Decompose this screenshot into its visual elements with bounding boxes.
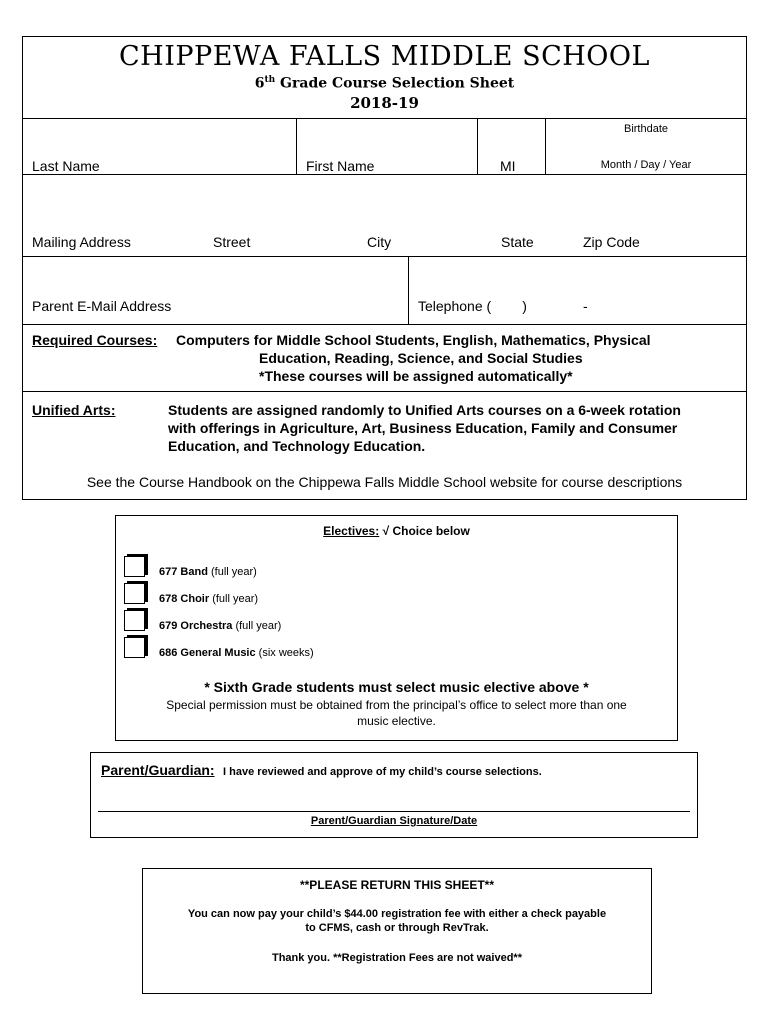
special-permission-note: Special permission must be obtained from the principal’s office to select more than one	[166, 698, 627, 712]
student-info-form	[22, 36, 747, 500]
guardian-header	[101, 762, 542, 780]
telephone-dash: -	[583, 298, 588, 314]
choir-checkbox[interactable]	[124, 583, 145, 604]
grade-number: 6	[254, 75, 265, 92]
birthdate-label: Birthdate	[623, 123, 669, 135]
divider	[296, 118, 297, 174]
unified-arts-line: Students are assigned randomly to Unified Arts courses on a 6-week rotation	[168, 402, 681, 418]
unified-arts-line: Education, and Technology Education.	[168, 438, 426, 454]
elective-option-general-music	[159, 647, 314, 659]
zip-code-label: Zip Code	[583, 234, 640, 250]
general-music-checkbox[interactable]	[124, 637, 145, 658]
electives-instruction: √ Choice below	[382, 524, 470, 538]
fee-note: to CFMS, cash or through RevTrak.	[305, 922, 489, 934]
first-name-field[interactable]: First Name	[306, 158, 375, 174]
divider	[23, 256, 746, 257]
required-courses-note: *These courses will be assigned automatically*	[259, 368, 573, 384]
electives-box	[115, 515, 678, 741]
mailing-address-field[interactable]: Mailing Address	[32, 234, 131, 250]
option-duration: (full year)	[207, 566, 257, 578]
special-permission-note: music elective.	[357, 714, 436, 728]
school-year: 2018-19	[350, 94, 419, 112]
guardian-statement: I have reviewed and approve of my child’s course selections.	[223, 766, 542, 778]
required-courses-heading: Required Courses:	[32, 332, 158, 348]
elective-option-band	[159, 566, 257, 578]
thanks-note: Thank you. **Registration Fees are not waived**	[271, 952, 522, 964]
parent-email-field[interactable]: Parent E-Mail Address	[32, 298, 172, 314]
grade-suffix: th	[264, 75, 276, 85]
option-name: 679 Orchestra	[159, 620, 233, 632]
divider	[23, 118, 746, 119]
music-requirement-note: * Sixth Grade students must select music elective above *	[204, 679, 589, 695]
guardian-heading: Parent/Guardian:	[101, 762, 215, 778]
telephone-field[interactable]: Telephone ( )	[418, 298, 527, 314]
option-duration: (six weeks)	[255, 647, 314, 659]
electives-heading: Electives:	[323, 524, 380, 538]
city-label: City	[367, 234, 392, 250]
street-label: Street	[213, 234, 251, 250]
band-checkbox[interactable]	[124, 556, 145, 577]
option-name: 686 General Music	[159, 647, 256, 659]
unified-arts-heading: Unified Arts:	[32, 402, 116, 418]
unified-arts-line: with offerings in Agriculture, Art, Business Education, Family and Consumer	[168, 420, 678, 436]
option-name: 677 Band	[159, 566, 208, 578]
divider	[477, 118, 478, 174]
divider	[23, 391, 746, 392]
school-title: CHIPPEWA FALLS MIDDLE SCHOOL	[119, 41, 650, 72]
elective-option-choir	[159, 593, 258, 605]
electives-header	[116, 524, 677, 538]
course-handbook-note: See the Course Handbook on the Chippewa Falls Middle School website for course descriptions	[86, 474, 683, 490]
return-heading: **PLEASE RETURN THIS SHEET**	[299, 878, 495, 892]
divider	[408, 256, 409, 324]
last-name-field[interactable]: Last Name	[32, 158, 100, 174]
required-courses-line: Computers for Middle School Students, English, Mathematics, Physical	[176, 332, 651, 348]
middle-initial-field[interactable]: MI	[500, 158, 516, 174]
option-duration: (full year)	[232, 620, 282, 632]
elective-option-orchestra	[159, 620, 281, 632]
signature-label: Parent/Guardian Signature/Date	[310, 815, 478, 827]
required-courses-line: Education, Reading, Science, and Social Studies	[259, 350, 583, 366]
option-name: 678 Choir	[159, 593, 210, 605]
sheet-subtitle	[23, 75, 746, 92]
divider	[23, 174, 746, 175]
orchestra-checkbox[interactable]	[124, 610, 145, 631]
birthdate-field[interactable]: Month / Day / Year	[600, 159, 692, 171]
subtitle-text: Grade Course Selection Sheet	[275, 75, 515, 92]
option-duration: (full year)	[209, 593, 259, 605]
state-label: State	[501, 234, 534, 250]
guardian-approval-box	[90, 752, 698, 838]
return-sheet-box	[142, 868, 652, 994]
divider	[23, 324, 746, 325]
fee-note: You can now pay your child’s $44.00 registration fee with either a check payable	[187, 908, 607, 920]
signature-line[interactable]	[98, 811, 690, 812]
